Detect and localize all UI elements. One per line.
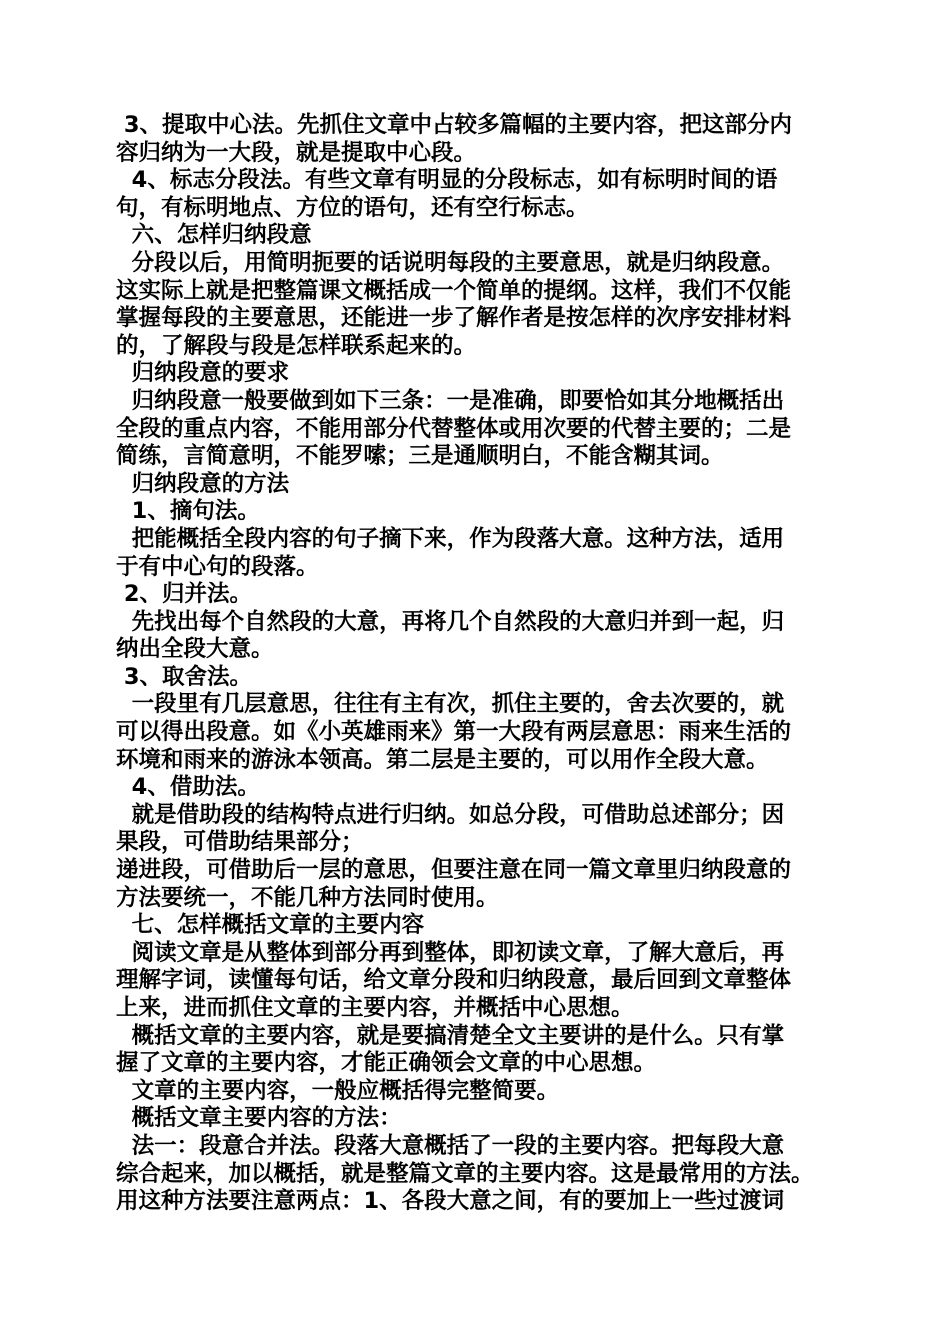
text-line: 一段里有几层意思，往往有主有次，抓住主要的，舍去次要的，就 [116,691,785,718]
text-line: 4、标志分段法。有些文章有明显的分段标志，如有标明时间的语 [116,167,778,194]
text-line: 法一：段意合并法。段落大意概括了一段的主要内容。把每段大意 [116,1132,785,1159]
text-line: 句，有标明地点、方位的语句，还有空行标志。 [116,194,589,221]
text-line: 综合起来，加以概括，就是整篇文章的主要内容。这是最常用的方法。 [116,1160,814,1187]
text-line: 阅读文章是从整体到部分再到整体，即初读文章，了解大意后，再 [116,939,785,966]
text-line: 先找出每个自然段的大意，再将几个自然段的大意归并到一起，归 [116,608,785,635]
method-heading: 2、归并法。 [116,581,252,608]
text-line: 理解字词，读懂每句话，给文章分段和归纳段意，最后回到文章整体 [116,967,792,994]
text-line: 概括文章的主要内容，就是要搞清楚全文主要讲的是什么。只有掌 [116,1022,785,1049]
text-line: 这实际上就是把整篇课文概括成一个简单的提纲。这样，我们不仅能 [116,277,792,304]
text-line: 全段的重点内容，不能用部分代替整体或用次要的代替主要的；二是 [116,415,792,442]
subsection-heading: 概括文章主要内容的方法： [116,1105,402,1132]
text-line: 分段以后，用简明扼要的话说明每段的主要意思，就是归纳段意。 [116,249,785,276]
text-line: 递进段，可借助后一层的意思，但要注意在同一篇文章里归纳段意的 [116,857,792,884]
text-line: 就是借助段的结构特点进行归纳。如总分段，可借助总述部分；因 [116,801,785,828]
text-line: 把能概括全段内容的句子摘下来，作为段落大意。这种方法，适用 [116,525,785,552]
text-line: 3、提取中心法。先抓住文章中占较多篇幅的主要内容，把这部分内 [116,112,792,138]
text-line: 上来，进而抓住文章的主要内容，并概括中心思想。 [116,995,634,1021]
text-line: 可以得出段意。如《小英雄雨来》第一大段有两层意思：雨来生活的 [116,719,792,746]
text-line: 的，了解段与段是怎样联系起来的。 [116,332,477,359]
text-line: 纳出全段大意。 [116,636,274,663]
subsection-heading: 归纳段意的方法 [116,470,290,497]
subsection-heading: 归纳段意的要求 [116,360,290,387]
text-line: 果段，可借助结果部分； [116,829,364,856]
text-line: 简练，言简意明，不能罗嗦；三是通顺明白，不能含糊其词。 [116,443,724,470]
text-line: 于有中心句的段落。 [116,553,319,580]
method-heading: 4、借助法。 [116,774,260,801]
text-line: 用这种方法要注意两点：1、各段大意之间，有的要加上一些过渡词 [116,1188,785,1215]
text-line: 掌握每段的主要意思，还能进一步了解作者是按怎样的次序安排材料 [116,305,792,332]
text-line: 握了文章的主要内容，才能正确领会文章的中心思想。 [116,1050,657,1077]
text-line: 环境和雨来的游泳本领高。第二层是主要的，可以用作全段大意。 [116,746,769,773]
text-line: 文章的主要内容，一般应概括得完整简要。 [116,1077,560,1104]
text-line: 方法要统一，不能几种方法同时使用。 [116,884,499,911]
method-heading: 3、取舍法。 [116,663,252,690]
text-line: 容归纳为一大段，就是提取中心段。 [116,139,477,166]
document-body [116,112,846,1216]
method-heading: 1、摘句法。 [116,498,260,525]
section-heading: 七、怎样概括文章的主要内容 [116,912,425,939]
section-heading: 六、怎样归纳段意 [116,222,312,249]
text-line: 归纳段意一般要做到如下三条：一是准确，即要恰如其分地概括出 [116,387,785,414]
